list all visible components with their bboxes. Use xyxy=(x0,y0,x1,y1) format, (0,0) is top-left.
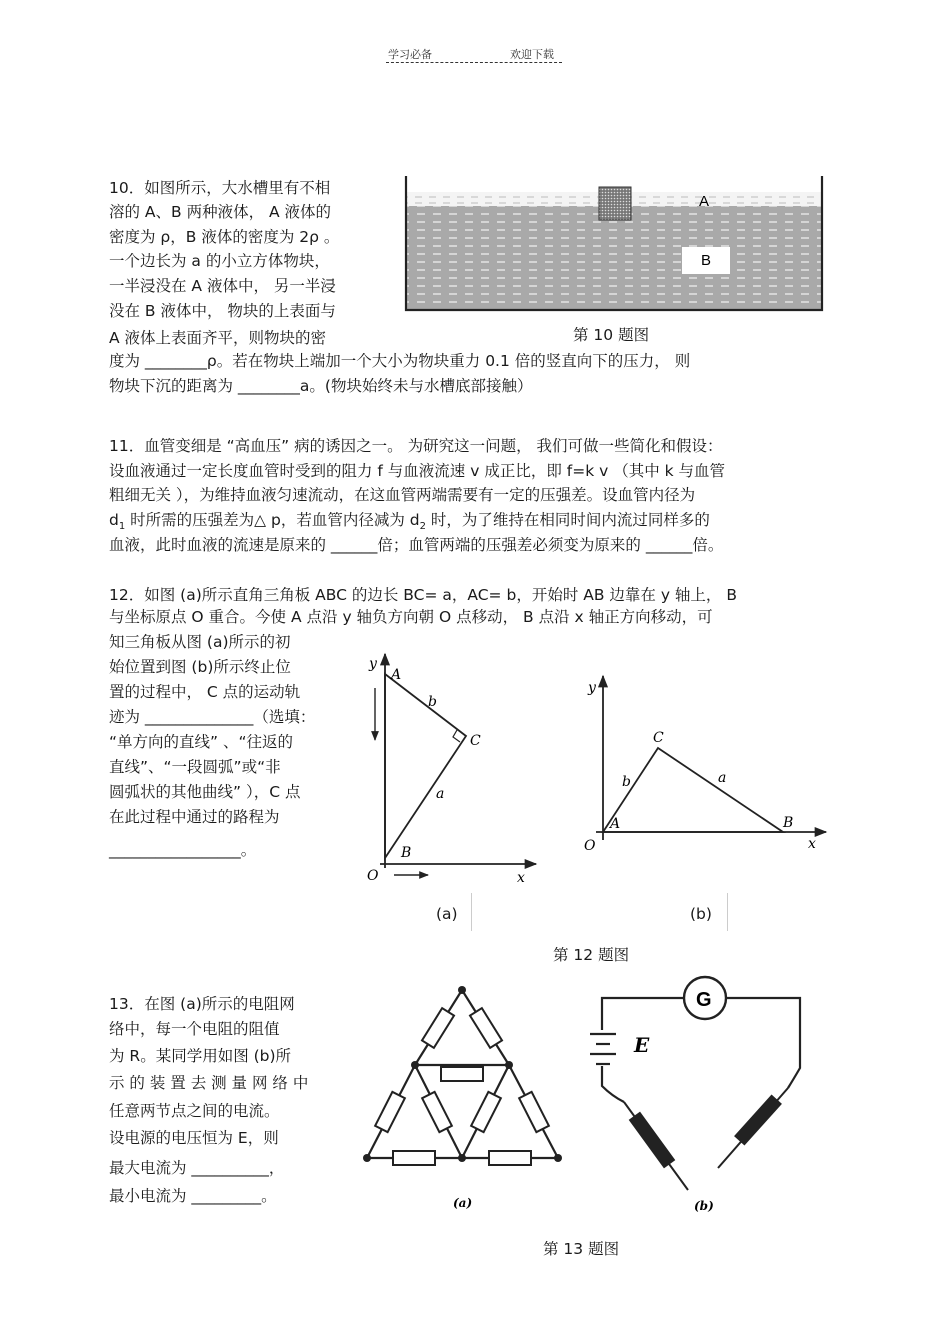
q12-line: 知三角板从图 (a)所示的初 xyxy=(109,633,291,651)
side-a: a xyxy=(436,786,445,802)
q12-line-full: 12．如图 (a)所示直角三角板 ABC 的边长 BC= a，AC= b，开始时 AB 边靠在 y 轴上， B xyxy=(109,586,737,604)
resistor xyxy=(470,1008,502,1048)
q10-line: A 液体上表面齐平，则物块的密 xyxy=(109,329,327,347)
q12-caption: 第 12 题图 xyxy=(553,946,630,964)
q13-sub-a: (a) xyxy=(453,1196,473,1210)
divider xyxy=(727,893,728,931)
q13-resistor-network xyxy=(355,983,580,1213)
q12-line: “单方向的直线” 、“往返的 xyxy=(109,733,294,751)
resistor xyxy=(519,1092,549,1132)
probe-left xyxy=(624,1102,688,1190)
q13-line: 络中，每一个电阻的阻值 xyxy=(109,1020,280,1038)
point-b: B xyxy=(783,815,794,831)
point-c: C xyxy=(470,733,481,749)
d2-subscript: 2 xyxy=(419,521,426,533)
q10-line-full: 物块下沉的距离为 ________a。(物块始终未与水槽底部接触） xyxy=(109,377,533,395)
axis-label-x: x xyxy=(808,836,816,852)
side-b: b xyxy=(428,694,437,710)
side-b: b xyxy=(622,774,631,790)
node xyxy=(505,1061,513,1069)
q13-sub-b: (b) xyxy=(694,1199,714,1213)
q12-line: 圆弧状的其他曲线” ），C 点 xyxy=(109,783,301,801)
q12-figure-b xyxy=(580,670,830,860)
q12-line-full: 与坐标原点 O 重合。今使 A 点沿 y 轴负方向朝 O 点移动， B 点沿 x 轴正方向移动，可 xyxy=(109,608,713,626)
divider xyxy=(471,893,472,931)
node xyxy=(554,1154,562,1162)
header-left: 学习必备 xyxy=(388,48,432,61)
resistor xyxy=(393,1151,435,1165)
q10-caption: 第 10 题图 xyxy=(573,326,650,344)
q10-line: 没在 B 液体中， 物块的上表面与 xyxy=(109,302,336,320)
axis-label-y: y xyxy=(588,680,596,696)
q13-line: 任意两节点之间的电流。 xyxy=(109,1102,280,1120)
point-c: C xyxy=(653,730,664,746)
origin-o: O xyxy=(367,868,379,884)
point-a: A xyxy=(391,667,402,683)
q11-line: 血液，此时血液的流速是原来的 ______倍；血管两端的压强差必须变为原来的 ______倍。 xyxy=(109,536,724,554)
node xyxy=(363,1154,371,1162)
probe-right xyxy=(718,1088,788,1168)
triangle-abc xyxy=(385,674,466,858)
triangle-abc xyxy=(603,748,783,832)
resistor xyxy=(422,1008,454,1048)
q12-line: 在此过程中通过的路程为 xyxy=(109,808,280,826)
label-a: A xyxy=(699,193,710,210)
q11-line: 11．血管变细是 “高血压” 病的诱因之一。 为研究这一问题， 我们可做一些简化和假设： xyxy=(109,437,723,455)
node xyxy=(458,1154,466,1162)
q12-sub-a: (a) xyxy=(436,905,458,923)
q12-line: 迹为 ______________（选填： xyxy=(109,708,316,726)
q11-line: 设血液通过一定长度血管时受到的阻力 f 与血液流速 v 成正比，即 f=k v （其中 k 与血管 xyxy=(109,462,726,480)
q10-line: 10．如图所示，大水槽里有不相 xyxy=(109,179,331,197)
q13-line: 示 的 装 置 去 测 量 网 络 中 xyxy=(109,1074,309,1092)
q12-line: 置的过程中， C 点的运动轨 xyxy=(109,683,301,701)
q12-line: _________________。 xyxy=(109,841,257,859)
point-b: B xyxy=(401,845,412,861)
d1-subscript: 1 xyxy=(118,521,126,533)
side-a: a xyxy=(718,770,727,786)
q12-sub-b: (b) xyxy=(690,905,712,923)
label-b: B xyxy=(701,252,712,269)
point-a: A xyxy=(610,816,621,832)
q12-line: 直线”、“一段圆弧”或“非 xyxy=(109,758,281,776)
right-angle-mark xyxy=(453,730,460,742)
q13-line: 最小电流为 _________。 xyxy=(109,1187,277,1205)
node xyxy=(411,1061,419,1069)
origin-o: O xyxy=(584,838,596,854)
q13-line: 设电源的电压恒为 E，则 xyxy=(109,1129,279,1147)
axis-label-y: y xyxy=(369,656,377,672)
q13-line: 最大电流为 __________， xyxy=(109,1159,285,1177)
source-label: E xyxy=(634,1033,650,1057)
meter-label: G xyxy=(696,989,712,1011)
resistor xyxy=(422,1092,452,1132)
q11-line4-end: 时，为了维持在相同时间内流过同样多的 xyxy=(425,511,710,529)
header-right: 欢迎下载 xyxy=(510,48,554,61)
q10-line: 溶的 A、B 两种液体， A 液体的 xyxy=(109,203,332,221)
q10-line-full: 度为 ________ρ。若在物块上端加一个大小为物块重力 0.1 倍的竖直向下的压力， 则 xyxy=(109,352,691,370)
resistor xyxy=(441,1067,483,1081)
liquid-b xyxy=(407,206,821,309)
q10-line: 一半浸没在 A 液体中， 另一半浸 xyxy=(109,277,336,295)
q13-measuring-circuit xyxy=(590,968,815,1213)
resistor xyxy=(489,1151,531,1165)
q13-line: 13．在图 (a)所示的电阻网 xyxy=(109,995,295,1013)
header-divider xyxy=(386,62,562,63)
q11-line4-mid: 时所需的压强差为△ p，若血管内径减为 d xyxy=(125,511,420,529)
resistor xyxy=(471,1092,501,1132)
resistor xyxy=(375,1092,405,1132)
cube-block xyxy=(599,187,631,220)
q10-tank-figure xyxy=(400,170,830,320)
q10-line: 一个边长为 a 的小立方体物块， xyxy=(109,252,330,270)
d1: d xyxy=(109,511,119,529)
q11-line: 粗细无关 ），为维持血液匀速流动，在这血管两端需要有一定的压强差。设血管内径为 xyxy=(109,486,696,504)
node xyxy=(458,986,466,994)
q12-figure-a xyxy=(358,648,538,893)
q12-line: 始位置到图 (b)所示终止位 xyxy=(109,658,291,676)
q10-line: 密度为 ρ，B 液体的密度为 2ρ 。 xyxy=(109,228,340,246)
q13-caption: 第 13 题图 xyxy=(543,1240,620,1258)
q13-line: 为 R。某同学用如图 (b)所 xyxy=(109,1047,292,1065)
axis-label-x: x xyxy=(517,870,525,886)
